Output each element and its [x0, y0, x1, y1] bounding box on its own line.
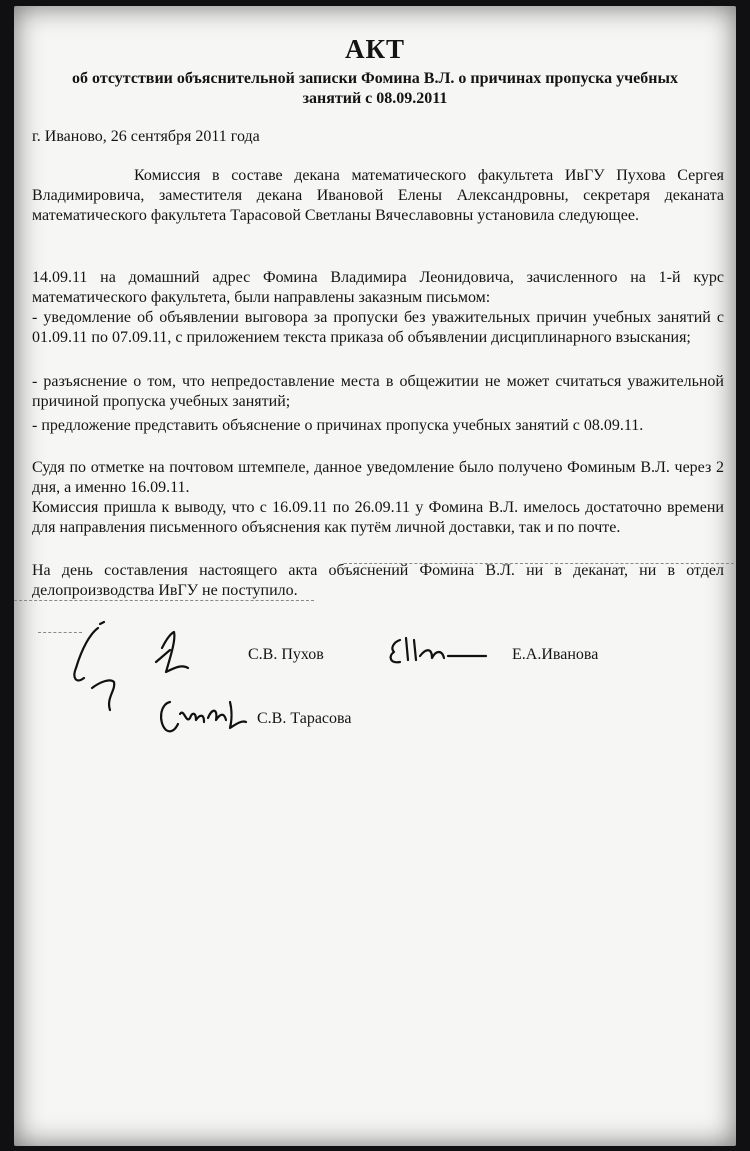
list-item-request: - предложение представить объяснение о причинах пропуска учебных занятий с 08.09.11. — [32, 417, 644, 434]
received-paragraph: Судя по отметке на почтовом штемпеле, данное уведомление было получено Фоминым В.Л. через 2 дня, а именно 16.09.11. — [32, 459, 724, 496]
signature-ivanova-handwritten — [386, 634, 496, 670]
document-page — [14, 6, 736, 1146]
subtitle-line-1: об отсутствии объяснительной записки Фомина В.Л. о причинах пропуска учебных — [72, 70, 678, 87]
signatory-ivanova: Е.А.Иванова — [512, 646, 599, 663]
underline-rule-2 — [14, 600, 314, 601]
conclusion-paragraph: Комиссия пришла к выводу, что с 16.09.11 по 26.09.11 у Фомина В.Л. имелось достаточно времени для направления письменного объяснения как путём личной доставки, так и по почте. — [32, 499, 724, 536]
signatory-pukhov: С.В. Пухов — [248, 646, 324, 663]
document-subtitle — [24, 69, 726, 109]
document-title: АКТ — [344, 34, 406, 64]
list-item-explanation: - разъяснение о том, что непредоставление места в общежитии не может считаться уважительной причиной пропуска учебных занятий; — [32, 373, 724, 410]
signatory-tarasova: С.В. Тарасова — [257, 710, 352, 727]
underline-rule — [344, 563, 734, 564]
commission-paragraph: Комиссия в составе декана математического факультета ИвГУ Пухова Сергея Владимировича, заместителя декана Ивановой Елены Александровны, секретаря деканата математического факультета Тарасовой Светланы Вячеславовны установила следующее. — [32, 167, 724, 224]
final-paragraph: На день составления настоящего акта объяснений Фомина В.Л. ни в деканат, ни в отдел делопроизводства ИвГУ не поступило. — [32, 562, 724, 599]
sent-intro-paragraph: 14.09.11 на домашний адрес Фомина Владимира Леонидовича, зачисленного на 1-й курс математического факультета, были направлены заказным письмом: — [32, 269, 724, 306]
signature-tarasova-handwritten — [156, 694, 256, 738]
subtitle-line-2: занятий с 08.09.2011 — [302, 90, 448, 107]
place-and-date: г. Иваново, 26 сентября 2011 года — [32, 128, 260, 145]
list-item-notice: - уведомление об объявлении выговора за пропуски без уважительных причин учебных занятий с 01.09.11 по 07.09.11, с приложением текста приказа об объявлении дисциплинарного взыскания; — [32, 309, 724, 346]
